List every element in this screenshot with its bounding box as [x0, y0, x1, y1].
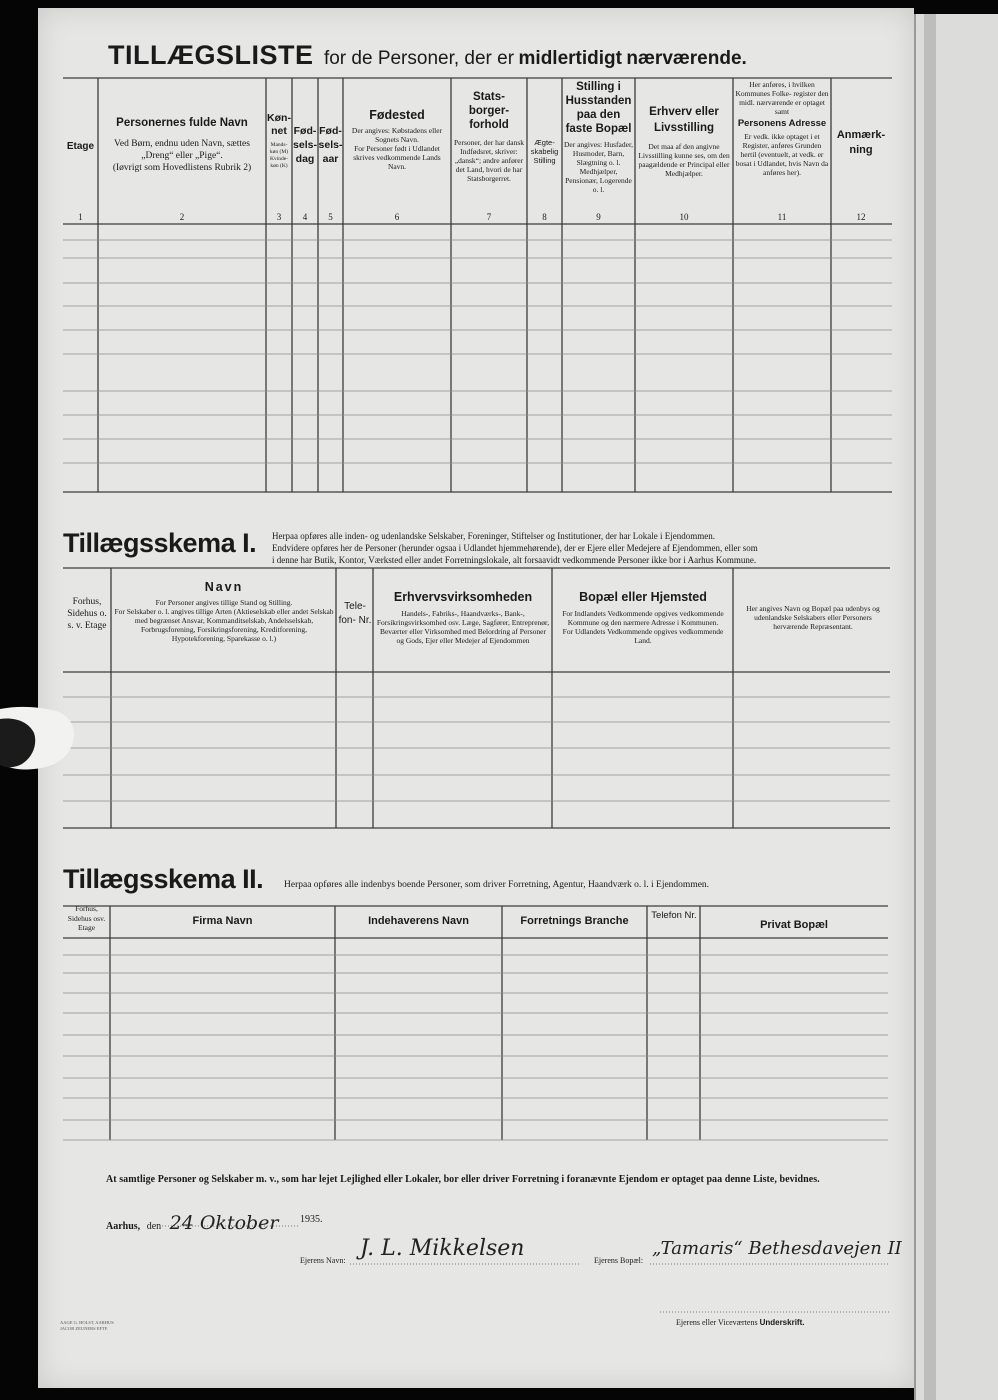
col-num-10: 10: [679, 212, 689, 222]
col-num-4: 4: [302, 212, 308, 222]
schema1-desc-line-1: Herpaa opføres alle inden- og udenlandske Selskaber, Foreninger, Stiftelser og Institutioner, der har Lokale i Ejendommen.: [272, 531, 716, 541]
schema1-description: [272, 530, 892, 566]
s2-col-etage: Forhus, Sidehus osv. Etage: [67, 904, 106, 932]
owner-name-signature: J. L. Mikkelsen: [360, 1236, 525, 1261]
s2-col-branch: Forretnings Branche: [520, 915, 629, 927]
col-name-header: Personernes fulde Navn Ved Børn, endnu uden Navn, sættes „Dreng“ eller „Pige“. (Iøvrigt som Hovedlistens Rubrik 2): [100, 116, 264, 174]
s2-col-owner: Indehaverens Navn: [368, 915, 469, 927]
city-label: Aarhus,: [106, 1221, 141, 1232]
col-remark-header: Anmærk- ning: [836, 129, 886, 156]
s1-col-residence-note: For Indlandets Vedkommende opgives vedkommende Kommune og den nærmere Adresse i Kommunen. For Udlandets Vedkommende opgives vedkommende Land.: [562, 609, 724, 645]
col-num-6: 6: [394, 212, 400, 222]
schema1-desc-line-2: Endvidere opføres her de Personer (herunder ogsaa i Udlandet hjemmehørende), der er Ejere eller Medejere af Ejendommen, eller som: [272, 543, 758, 553]
col-num-3: 3: [276, 212, 282, 222]
schema2-title: Tillægsskema II.: [63, 864, 264, 894]
s1-col-name-note: For Personer angives tillige Stand og Stilling. For Selskaber o. l. angives tillige Arten (Aktieselskab eller andet Selskab med begrænset Ansvar, Kommanditselskab, Andelsselskab, Forbrugsforening, Forsikringsforening, Kreditforening, Hypotekforening, Sparekasse o. l.): [114, 598, 334, 643]
col-household-note: Der angives: Husfader, Husmoder, Barn, Slægtning o. l. Medhjælper, Pensionær, Logerende o. l.: [563, 140, 634, 194]
col-birthplace-note: Der angives: Købstadens eller Sognets Navn. For Personer født i Udlandet skrives vedkommende Lands Navn.: [351, 126, 443, 171]
col-birthday-header: Fød- sels- dag: [293, 125, 317, 165]
title-sub3: nærværende.: [626, 48, 747, 69]
schema2-description: Herpaa opføres alle indenbys boende Personer, som driver Forretning, Agentur, Haandværk o. l. i Ejendommen.: [284, 880, 710, 890]
s2-col-phone: Telefon Nr.: [651, 910, 697, 921]
col-address-note-part1: Her anføres, i hvilken Kommunes Folke- register den midl. nærværende er optaget samt: [735, 80, 829, 116]
col-address-header: [734, 80, 830, 177]
col-sex-note: Mands- køn (M) Kvinde- køn (K): [269, 142, 289, 169]
schema1-title: Tillægsskema I.: [63, 528, 257, 558]
col-birthplace-header: Fødested Der angives: Købstadens eller Sognets Navn. For Personer født i Udlandet skrives vedkommende Lands Navn.: [345, 108, 449, 171]
col-sex-header: Køn- net Mands- køn (M) Kvinde- køn (K): [267, 112, 291, 169]
col-occupation-header: Erhverv eller Livsstilling Det maa af den angivne Livsstilling kunne ses, om den paagældende er Principal eller Medhjælper.: [638, 106, 730, 178]
col-num-1: 1: [78, 212, 83, 222]
col-citizenship-note: Personer, der har dansk Indfødsret, skriver: „dansk“; andre anfører det Land, hvori de har Statsborgerret.: [453, 138, 525, 183]
col-num-2: 2: [179, 212, 185, 222]
footer-statement: At samtlige Personer og Selskaber m. v., som har lejet Lejlighed eller Lokaler, bor eller driver Forretning i foranævnte Ejendom er optaget paa denne Liste, bevidnes.: [106, 1174, 820, 1185]
col-birthyear-header: Fød- sels- aar: [318, 125, 343, 165]
title-sub2: midlertidigt: [518, 48, 622, 69]
col-citizenship-header: Stats- borger- forhold Personer, der har dansk Indfødsret, skriver: „dansk“; andre anfører det Land, hvori de har Statsborgerret.: [453, 91, 525, 183]
col-num-9: 9: [596, 212, 601, 222]
s1-col-name: Navn For Personer angives tillige Stand og Stilling. For Selskaber o. l. angives tillige Arten (Aktieselskab eller andet Selskab med begrænset Ansvar, Kommanditselskab, Andelsselskab, Forbrugsforening, Forsikringsforening, Kreditforening, Hypotekforening, Sparekasse o. l.): [114, 580, 334, 643]
owner-address-label: Ejerens Bopæl:: [594, 1256, 644, 1265]
thumb-shadow: [0, 705, 78, 775]
caretaker-signature-label: Ejerens eller Viceværtens Underskrift.: [676, 1318, 805, 1327]
col-num-7: 7: [486, 212, 492, 222]
s1-col-phone: Tele- fon- Nr.: [338, 601, 372, 626]
col-num-8: 8: [542, 212, 547, 222]
col-address-heading: Personens Adresse: [737, 118, 827, 129]
s1-col-residence: Bopæl eller Hjemsted For Indlandets Vedkommende opgives vedkommende Kommune og den nærmere Adresse i Kommunen. For Udlandets Vedkommende opgives vedkommende Land.: [555, 590, 731, 645]
date-line: [106, 1212, 346, 1234]
title-main: TILLÆGSLISTE: [108, 40, 314, 70]
schema1-desc-line-3: i denne har Butik, Kontor, Værksted eller andet Forretningslokale, alt forsaavidt vedkommende Personer ikke bor i Aarhus Kommune.: [272, 555, 757, 565]
den-label: den: [146, 1221, 162, 1232]
s2-col-private: Privat Bopæl: [760, 919, 828, 931]
s1-col-etage: Forhus, Sidehus o. s. v. Etage: [67, 597, 107, 631]
col-marital-header: Ægte- skabelig Stilling: [530, 138, 559, 165]
title-sub1: for de Personer, der er: [323, 48, 515, 69]
col-etage-header: Etage: [66, 141, 95, 152]
s1-col-business: Erhvervsvirksomheden Handels-, Fabriks-, Haandværks-, Bank-, Forsikringsvirksomhed osv. Læge, Sagfører, Entreprenør, Beværter eller Virksomhed med Belordring af Personer og Gods, Ejer eller Medejer af Ejendommen: [376, 590, 550, 645]
printer-imprint: AAGE G. HOLST, AARHUS JACOB ZEUNERS EFTF.: [60, 1320, 114, 1331]
col-num-5: 5: [328, 212, 333, 222]
owner-address-handwritten: „Tamaris“ Bethesdavejen II: [652, 1238, 902, 1259]
s1-col-representative: Her angives Navn og Bopæl paa udenbys og udenlandske Selskabers eller Personers herværende Repræsentant.: [746, 604, 880, 631]
date-handwritten: 24 Oktober: [169, 1212, 279, 1234]
col-address-note: [734, 80, 830, 177]
col-household-header: Stilling i Husstanden paa den faste Bopæl Der angives: Husfader, Husmoder, Barn, Slægtning o. l. Medhjælper, Pensionær, Logerende o. l.: [563, 81, 634, 194]
s2-col-firm: Firma Navn: [192, 915, 253, 927]
year-label: 1935.: [300, 1214, 323, 1225]
owner-name-label: Ejerens Navn:: [300, 1256, 346, 1265]
s1-col-business-note: Handels-, Fabriks-, Haandværks-, Bank-, Forsikringsvirksomhed osv. Læge, Sagfører, Entreprenør, Beværter eller Virksomhed med Belordring af Personer og Gods, Ejer eller Medejer af Ejendommen: [376, 609, 550, 645]
col-num-12: 12: [856, 212, 866, 222]
col-address-note-part2: Er vedk. ikke optaget i et Register, anføres Grunden hertil (eventuelt, at vedk. er bosat i Udlandet, hvis Navn da anføres her).: [735, 132, 829, 177]
col-num-11: 11: [777, 212, 787, 222]
col-occupation-note: Det maa af den angivne Livsstilling kunne ses, om den paagældende er Principal eller Medhjælper.: [638, 142, 730, 178]
col-name-note: Ved Børn, endnu uden Navn, sættes „Dreng“ eller „Pige“. (Iøvrigt som Hovedlistens Rubrik 2): [112, 139, 252, 173]
